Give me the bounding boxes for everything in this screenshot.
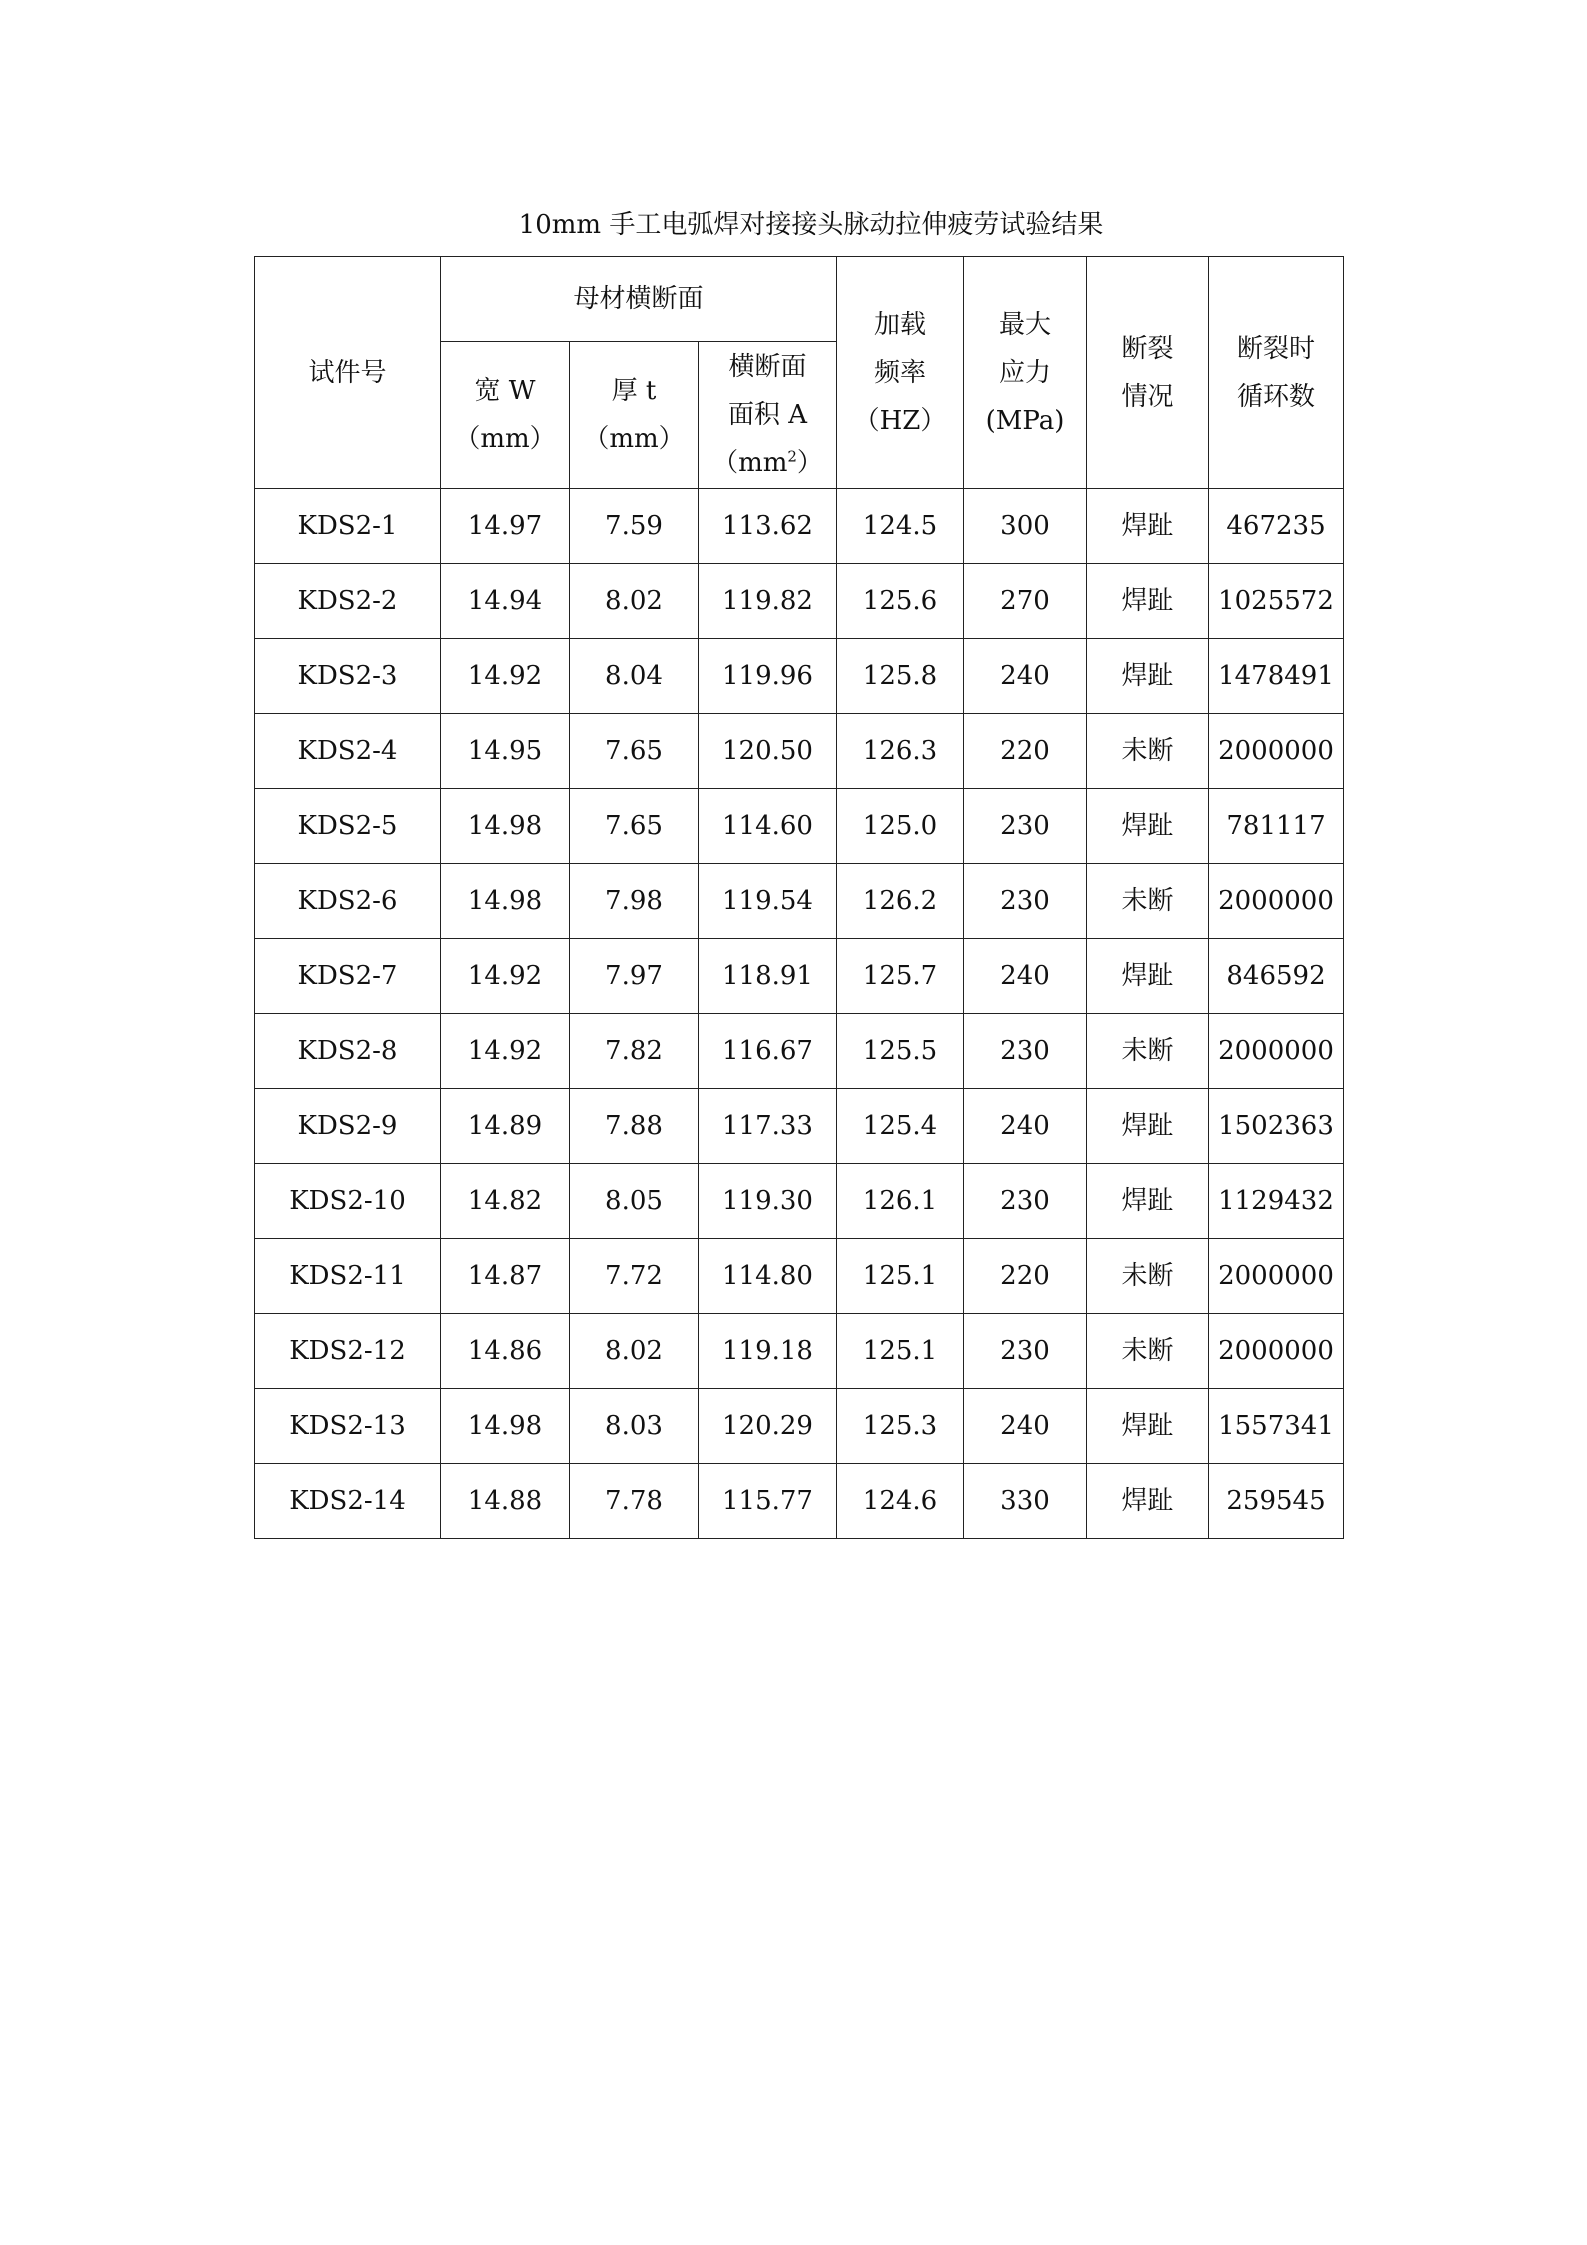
cell-area: 119.96 <box>699 639 837 714</box>
cell-width: 14.89 <box>441 1089 570 1164</box>
cell-fracture: 未断 <box>1087 1239 1209 1314</box>
header-width-line-1: 宽 W <box>474 376 536 406</box>
cell-width: 14.94 <box>441 564 570 639</box>
cell-specimen-id: KDS2-3 <box>255 639 441 714</box>
header-max-stress-line-3: (MPa) <box>985 405 1065 436</box>
table-row <box>255 939 1344 1014</box>
header-area-unit-close: ） <box>796 448 823 478</box>
header-thickness-line-2: （mm） <box>583 424 685 454</box>
cell-specimen-id: KDS2-13 <box>255 1389 441 1464</box>
cell-area: 114.80 <box>699 1239 837 1314</box>
table-row <box>255 864 1344 939</box>
table-row <box>255 1314 1344 1389</box>
cell-frequency: 125.4 <box>837 1089 964 1164</box>
cell-cycles: 846592 <box>1209 939 1344 1014</box>
table-row <box>255 1239 1344 1314</box>
cell-area: 119.18 <box>699 1314 837 1389</box>
cell-frequency: 125.6 <box>837 564 964 639</box>
cell-fracture: 焊趾 <box>1087 564 1209 639</box>
cell-area: 120.29 <box>699 1389 837 1464</box>
cell-frequency: 126.2 <box>837 864 964 939</box>
header-base-section: 母材横断面 <box>441 257 837 342</box>
header-frequency-line-1: 加载 <box>873 309 926 340</box>
cell-frequency: 126.1 <box>837 1164 964 1239</box>
cell-frequency: 124.5 <box>837 489 964 564</box>
cell-area: 117.33 <box>699 1089 837 1164</box>
cell-thickness: 7.72 <box>570 1239 699 1314</box>
cell-max-stress: 230 <box>964 789 1087 864</box>
header-max-stress <box>964 257 1087 489</box>
cell-area: 114.60 <box>699 789 837 864</box>
cell-frequency: 125.5 <box>837 1014 964 1089</box>
cell-width: 14.87 <box>441 1239 570 1314</box>
cell-specimen-id: KDS2-8 <box>255 1014 441 1089</box>
cell-thickness: 8.02 <box>570 564 699 639</box>
header-thickness <box>570 342 699 489</box>
cell-fracture: 未断 <box>1087 864 1209 939</box>
header-row-1 <box>255 257 1344 342</box>
cell-area: 120.50 <box>699 714 837 789</box>
cell-fracture: 焊趾 <box>1087 1464 1209 1539</box>
header-fracture <box>1087 257 1209 489</box>
cell-cycles: 2000000 <box>1209 1239 1344 1314</box>
cell-max-stress: 230 <box>964 1164 1087 1239</box>
header-max-stress-line-2: 应力 <box>998 357 1051 388</box>
cell-thickness: 7.97 <box>570 939 699 1014</box>
cell-max-stress: 240 <box>964 639 1087 714</box>
cell-specimen-id: KDS2-5 <box>255 789 441 864</box>
cell-frequency: 125.8 <box>837 639 964 714</box>
header-width-line-2: （mm） <box>454 424 556 454</box>
cell-area: 119.30 <box>699 1164 837 1239</box>
header-fracture-line-2: 情况 <box>1121 381 1174 412</box>
cell-thickness: 7.88 <box>570 1089 699 1164</box>
cell-max-stress: 240 <box>964 1089 1087 1164</box>
cell-frequency: 125.7 <box>837 939 964 1014</box>
header-area-line-2: 面积 A <box>727 400 808 430</box>
table-row <box>255 1389 1344 1464</box>
cell-thickness: 8.03 <box>570 1389 699 1464</box>
cell-frequency: 125.3 <box>837 1389 964 1464</box>
header-area-line-3 <box>699 439 836 487</box>
cell-max-stress: 270 <box>964 564 1087 639</box>
cell-cycles: 467235 <box>1209 489 1344 564</box>
cell-cycles: 1025572 <box>1209 564 1344 639</box>
cell-cycles: 1557341 <box>1209 1389 1344 1464</box>
header-width <box>441 342 570 489</box>
table-row <box>255 1014 1344 1089</box>
cell-width: 14.86 <box>441 1314 570 1389</box>
cell-specimen-id: KDS2-11 <box>255 1239 441 1314</box>
header-frequency-line-2: 频率 <box>873 357 926 388</box>
header-frequency-line-3: （HZ） <box>853 405 947 436</box>
header-max-stress-line-1: 最大 <box>998 309 1051 340</box>
table-row <box>255 564 1344 639</box>
cell-thickness: 7.82 <box>570 1014 699 1089</box>
cell-thickness: 7.98 <box>570 864 699 939</box>
cell-max-stress: 300 <box>964 489 1087 564</box>
cell-cycles: 2000000 <box>1209 864 1344 939</box>
cell-specimen-id: KDS2-14 <box>255 1464 441 1539</box>
cell-fracture: 未断 <box>1087 1014 1209 1089</box>
cell-cycles: 2000000 <box>1209 1014 1344 1089</box>
cell-width: 14.95 <box>441 714 570 789</box>
cell-max-stress: 230 <box>964 1314 1087 1389</box>
header-cycles-line-1: 断裂时 <box>1236 333 1315 364</box>
cell-max-stress: 220 <box>964 714 1087 789</box>
cell-specimen-id: KDS2-6 <box>255 864 441 939</box>
cell-cycles: 259545 <box>1209 1464 1344 1539</box>
cell-cycles: 1502363 <box>1209 1089 1344 1164</box>
header-area-unit-exponent: 2 <box>787 447 797 466</box>
table-row <box>255 489 1344 564</box>
table-row <box>255 1464 1344 1539</box>
cell-specimen-id: KDS2-4 <box>255 714 441 789</box>
cell-max-stress: 330 <box>964 1464 1087 1539</box>
cell-thickness: 8.04 <box>570 639 699 714</box>
cell-max-stress: 220 <box>964 1239 1087 1314</box>
cell-fracture: 焊趾 <box>1087 1089 1209 1164</box>
cell-cycles: 1129432 <box>1209 1164 1344 1239</box>
cell-specimen-id: KDS2-1 <box>255 489 441 564</box>
cell-fracture: 焊趾 <box>1087 489 1209 564</box>
cell-fracture: 焊趾 <box>1087 1164 1209 1239</box>
cell-thickness: 7.65 <box>570 789 699 864</box>
header-cycles-line-2: 循环数 <box>1236 381 1315 412</box>
cell-area: 113.62 <box>699 489 837 564</box>
cell-width: 14.97 <box>441 489 570 564</box>
cell-fracture: 焊趾 <box>1087 789 1209 864</box>
table-row <box>255 1164 1344 1239</box>
header-fracture-line-1: 断裂 <box>1121 333 1174 364</box>
cell-fracture: 未断 <box>1087 714 1209 789</box>
cell-max-stress: 230 <box>964 1014 1087 1089</box>
cell-area: 119.54 <box>699 864 837 939</box>
cell-specimen-id: KDS2-2 <box>255 564 441 639</box>
header-cycles <box>1209 257 1344 489</box>
cell-width: 14.98 <box>441 864 570 939</box>
cell-fracture: 未断 <box>1087 1314 1209 1389</box>
cell-frequency: 126.3 <box>837 714 964 789</box>
cell-width: 14.98 <box>441 1389 570 1464</box>
cell-thickness: 7.59 <box>570 489 699 564</box>
cell-frequency: 125.0 <box>837 789 964 864</box>
cell-area: 116.67 <box>699 1014 837 1089</box>
cell-specimen-id: KDS2-7 <box>255 939 441 1014</box>
fatigue-results-table <box>254 256 1344 1539</box>
cell-area: 119.82 <box>699 564 837 639</box>
header-specimen: 试件号 <box>255 257 441 489</box>
table-row <box>255 789 1344 864</box>
table-row <box>255 639 1344 714</box>
header-area-unit: （mm <box>712 448 788 478</box>
cell-area: 118.91 <box>699 939 837 1014</box>
header-area-line-1: 横断面 <box>728 352 807 382</box>
cell-thickness: 7.78 <box>570 1464 699 1539</box>
header-area <box>699 342 837 489</box>
cell-width: 14.92 <box>441 639 570 714</box>
cell-max-stress: 240 <box>964 939 1087 1014</box>
cell-thickness: 8.05 <box>570 1164 699 1239</box>
cell-fracture: 焊趾 <box>1087 939 1209 1014</box>
cell-specimen-id: KDS2-12 <box>255 1314 441 1389</box>
cell-fracture: 焊趾 <box>1087 1389 1209 1464</box>
cell-width: 14.88 <box>441 1464 570 1539</box>
header-frequency <box>837 257 964 489</box>
cell-width: 14.92 <box>441 939 570 1014</box>
cell-cycles: 2000000 <box>1209 714 1344 789</box>
cell-width: 14.92 <box>441 1014 570 1089</box>
cell-cycles: 2000000 <box>1209 1314 1344 1389</box>
cell-max-stress: 230 <box>964 864 1087 939</box>
cell-thickness: 8.02 <box>570 1314 699 1389</box>
cell-cycles: 1478491 <box>1209 639 1344 714</box>
header-thickness-line-1: 厚 t <box>611 376 657 406</box>
cell-specimen-id: KDS2-9 <box>255 1089 441 1164</box>
cell-area: 115.77 <box>699 1464 837 1539</box>
cell-frequency: 124.6 <box>837 1464 964 1539</box>
table-row <box>255 1089 1344 1164</box>
cell-frequency: 125.1 <box>837 1314 964 1389</box>
cell-frequency: 125.1 <box>837 1239 964 1314</box>
cell-width: 14.82 <box>441 1164 570 1239</box>
table-row <box>255 714 1344 789</box>
cell-width: 14.98 <box>441 789 570 864</box>
table-title: 10mm 手工电弧焊对接接头脉动拉伸疲劳试验结果 <box>518 210 1104 240</box>
cell-thickness: 7.65 <box>570 714 699 789</box>
cell-max-stress: 240 <box>964 1389 1087 1464</box>
cell-fracture: 焊趾 <box>1087 639 1209 714</box>
cell-specimen-id: KDS2-10 <box>255 1164 441 1239</box>
cell-cycles: 781117 <box>1209 789 1344 864</box>
